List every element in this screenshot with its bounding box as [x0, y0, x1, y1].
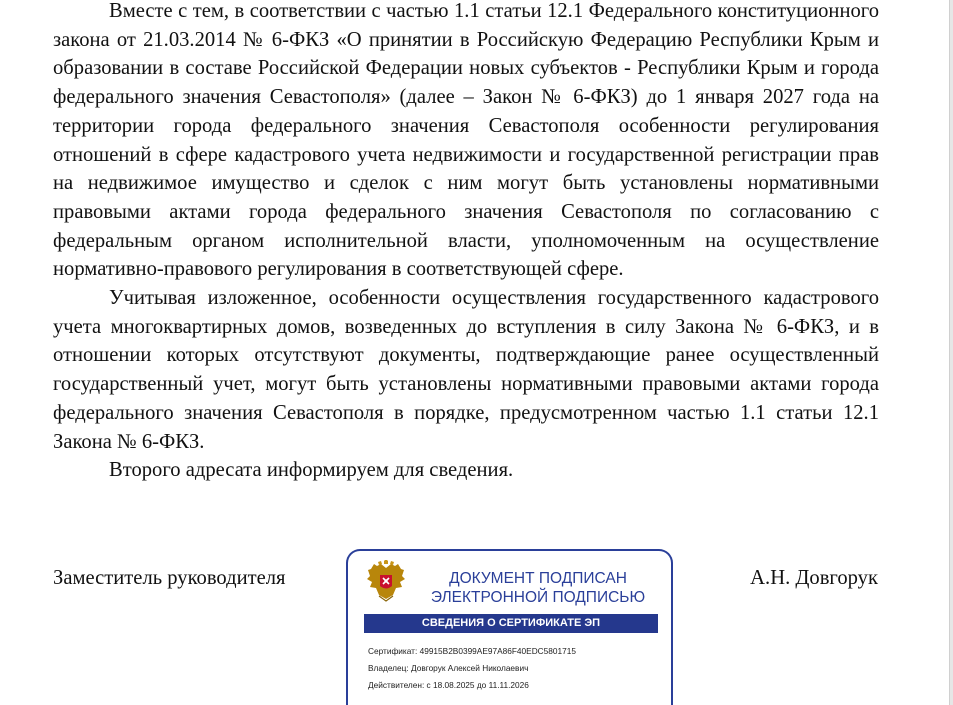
- stamp-heading-line-1: ДОКУМЕНТ ПОДПИСАН: [449, 570, 627, 587]
- certificate-validity: Действителен: с 18.08.2025 до 11.11.2026: [368, 680, 529, 690]
- certificate-number: Сертификат: 49915B2B0399AE97A86F40EDC5801715: [368, 646, 576, 656]
- stamp-heading-line-2: ЭЛЕКТРОННОЙ ПОДПИСЬЮ: [430, 589, 646, 606]
- coat-of-arms-icon: [365, 560, 407, 604]
- certificate-owner: Владелец: Довгорук Алексей Николаевич: [368, 663, 529, 673]
- paragraph-3: Второго адресата информируем для сведения.: [109, 459, 514, 482]
- signatory-position: Заместитель руководителя: [53, 567, 286, 589]
- signatory-name: А.Н. Довгорук: [750, 567, 878, 589]
- certificate-info-bar: СВЕДЕНИЯ О СЕРТИФИКАТЕ ЭП: [364, 614, 658, 633]
- electronic-signature-stamp: [346, 549, 673, 705]
- paragraph-1: Вместе с тем, в соответствии с частью 1.1 статьи 12.1 Федерального конституционного закона от 21.03.2014 № 6-ФКЗ «О принятии в Российскую Федерацию Республики Крым и образовании в составе Российской Федерации новых субъектов - Республики Крым и города федерального значения Севастополя» (далее – Закон № 6-ФКЗ) до 1 января 2027 года на территории города федерального значения Севастополя особенности регулирования отношений в сфере кадастрового учета недвижимости и государственной регистрации прав на недвижимое имущество и сделок с ним могут быть установлены нормативными правовыми актами города федерального значения Севастополя по согласованию с федеральным органом исполнительной власти, уполномоченным на осуществление нормативно-правового регулирования в соответствующей сфере.: [53, 0, 879, 281]
- stamp-heading: [418, 569, 658, 607]
- page-edge-divider: [949, 0, 953, 705]
- paragraph-2: Учитывая изложенное, особенности осуществления государственного кадастрового учета многоквартирных домов, возведенных до вступления в силу Закона № 6-ФКЗ, и в отношении которых отсутствуют документы, подтверждающие ранее осуществленный государственный учет, могут быть установлены нормативными правовыми актами города федерального значения Севастополя в порядке, предусмотренном частью 1.1 статьи 12.1 Закона № 6-ФКЗ.: [53, 287, 879, 453]
- letter-body: [53, 0, 879, 485]
